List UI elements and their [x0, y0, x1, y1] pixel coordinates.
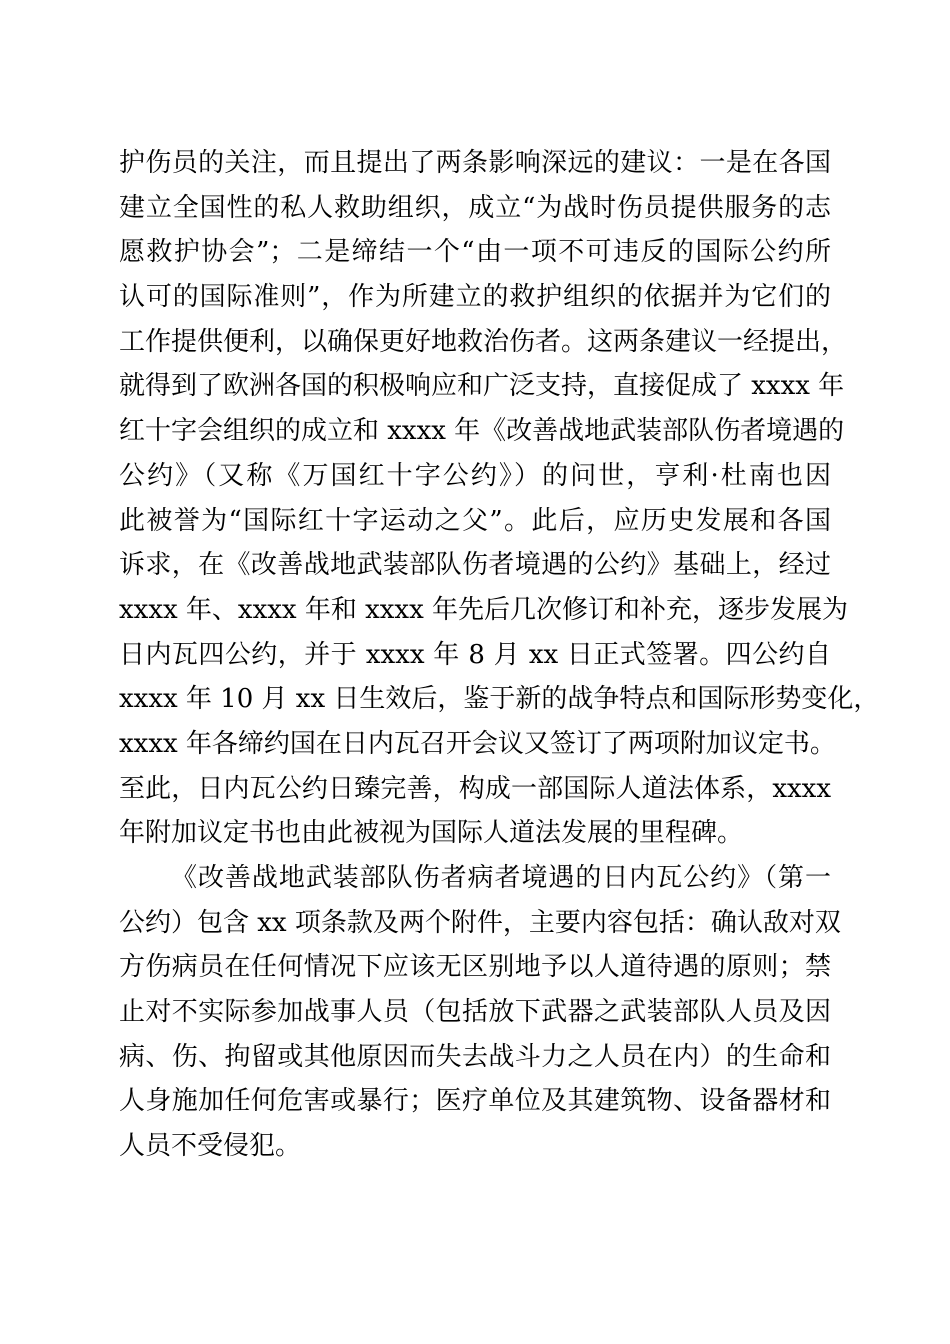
text-line: xxxx 年 10 月 xx 日生效后，鉴于新的战争特点和国际形势变化，	[119, 684, 880, 715]
text-line: 公约》（又称《万国红十字公约》）的问世，亨利·杜南也因	[119, 460, 831, 491]
text-line: 愿救护协会”；二是缔结一个“由一项不可违反的国际公约所	[119, 237, 831, 268]
paragraph-1	[119, 141, 880, 856]
text-line: 公约）包含 xx 项条款及两个附件，主要内容包括：确认敌对双	[119, 907, 841, 938]
text-line: 《改善战地武装部队伤者病者境遇的日内瓦公约》（第一	[171, 863, 831, 893]
text-line: 工作提供便利，以确保更好地救治伤者。这两条建议一经提出，	[119, 326, 848, 357]
text-line: 就得到了欧洲各国的积极响应和广泛支持，直接促成了 xxxx 年	[119, 371, 845, 402]
text-line: 诉求，在《改善战地武装部队伤者境遇的公约》基础上，经过	[119, 550, 831, 581]
text-line: 认可的国际准则”，作为所建立的救护组织的依据并为它们的	[119, 282, 831, 313]
text-line: 日内瓦四公约，并于 xxxx 年 8 月 xx 日正式签署。四公约自	[119, 639, 831, 670]
text-line: 止对不实际参加战事人员（包括放下武器之武装部队人员及因	[119, 997, 831, 1028]
text-line: 此被誉为“国际红十字运动之父”。此后，应历史发展和各国	[119, 505, 831, 536]
body-text	[119, 141, 880, 1169]
text-line: 病、伤、拘留或其他原因而失去战斗力之人员在内）的生命和	[119, 1041, 831, 1072]
text-line: 人身施加任何危害或暴行；医疗单位及其建筑物、设备器材和	[119, 1086, 831, 1117]
text-line: xxxx 年、xxxx 年和 xxxx 年先后几次修订和补充，逐步发展为	[119, 594, 849, 625]
text-line: 年附加议定书也由此被视为国际人道法发展的里程碑。	[119, 818, 744, 849]
text-line: 方伤病员在任何情况下应该无区别地予以人道待遇的原则；禁	[119, 952, 831, 983]
paragraph-2	[119, 856, 841, 1169]
text-line: 护伤员的关注，而且提出了两条影响深远的建议：一是在各国	[119, 148, 831, 178]
text-line: 红十字会组织的成立和 xxxx 年《改善战地武装部队伤者境遇的	[119, 416, 845, 447]
text-line: 至此，日内瓦公约日臻完善，构成一部国际人道法体系，xxxx	[119, 773, 831, 804]
text-line: xxxx 年各缔约国在日内瓦召开会议又签订了两项附加议定书。	[119, 728, 836, 759]
text-line: 人员不受侵犯。	[119, 1131, 302, 1162]
text-line: 建立全国性的私人救助组织，成立“为战时伤员提供服务的志	[119, 192, 831, 223]
